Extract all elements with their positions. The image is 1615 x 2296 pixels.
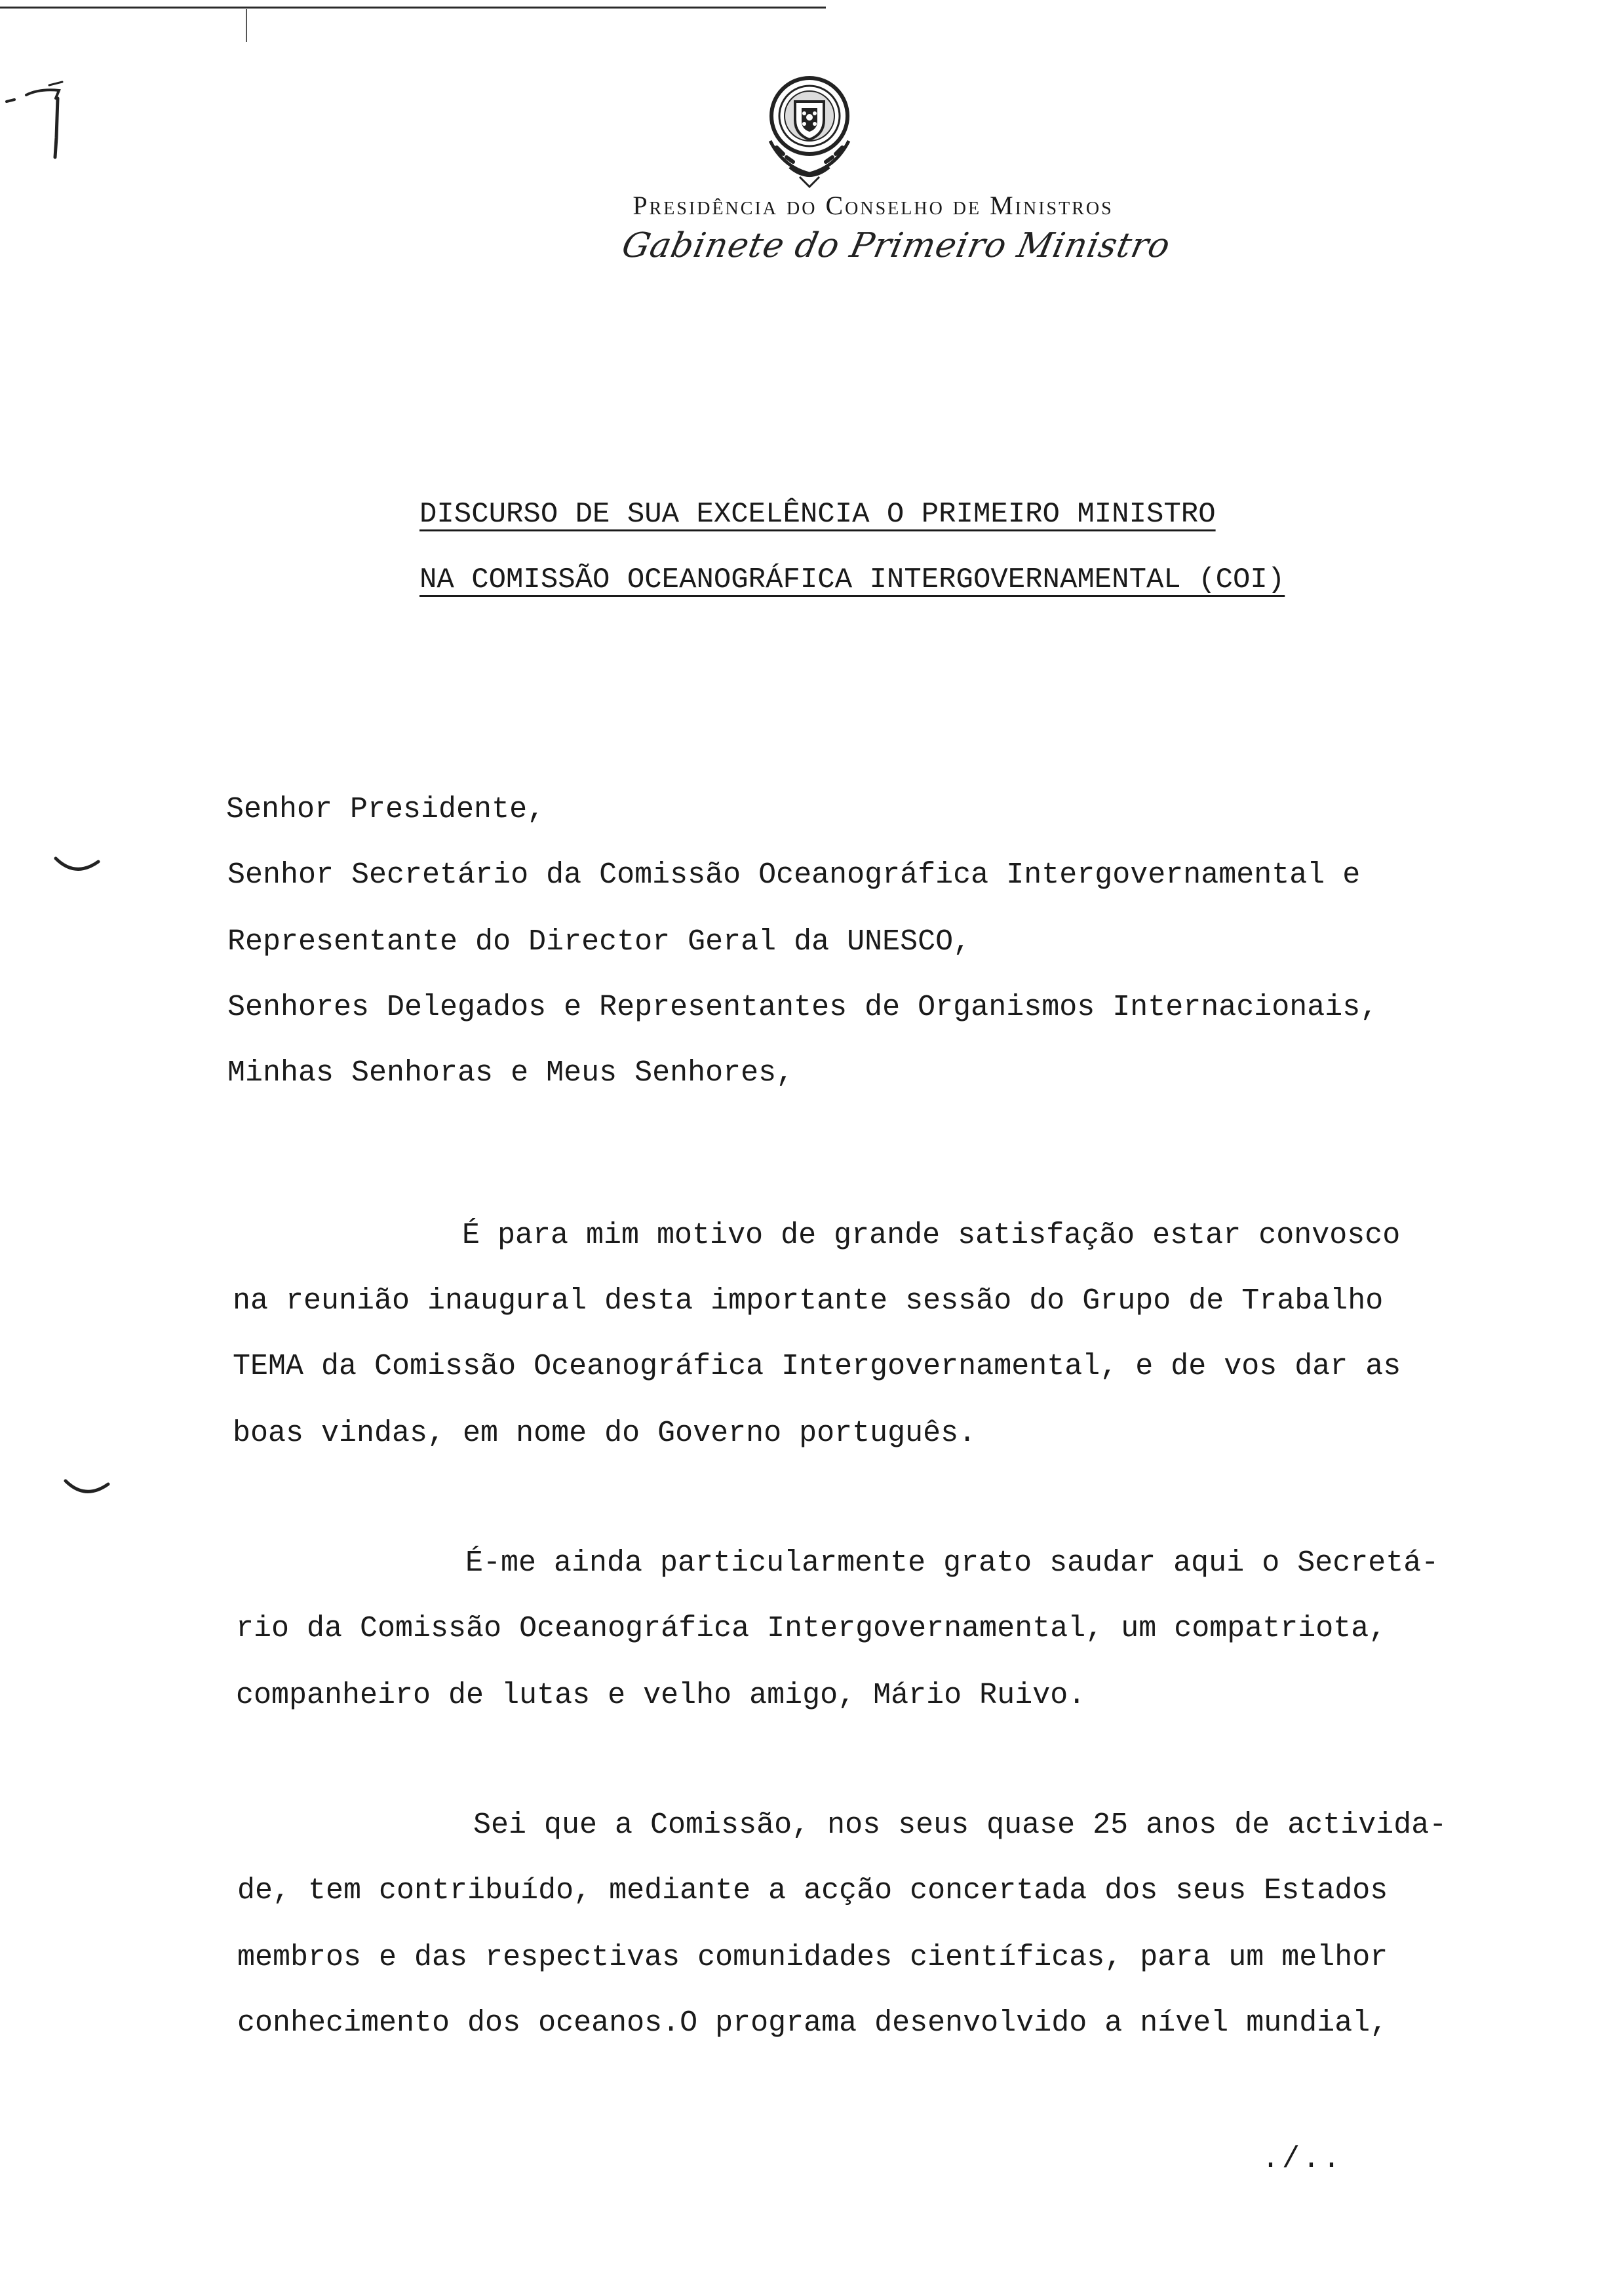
paragraph-line: membros e das respectivas comunidades científicas, para um melhor (237, 1941, 1388, 1974)
margin-check-mark (52, 852, 105, 878)
paragraph-line: companheiro de lutas e velho amigo, Mário Ruivo. (236, 1679, 1086, 1712)
paragraph-line: de, tem contribuído, mediante a acção concertada dos seus Estados (237, 1874, 1388, 1907)
paragraph-line: rio da Comissão Oceanográfica Intergovernamental, um compatriota, (236, 1612, 1387, 1645)
scan-tick-mark (246, 9, 247, 42)
salutation-line: Senhor Secretário da Comissão Oceanográfica Intergovernamental e (227, 858, 1361, 892)
salutation-line: Senhores Delegados e Representantes de Organismos Internacionais, (227, 991, 1378, 1024)
paragraph-line: Sei que a Comissão, nos seus quase 25 anos de activida- (473, 1808, 1447, 1842)
paragraph-line: É-me ainda particularmente grato saudar aqui o Secretá- (465, 1546, 1439, 1580)
office-name: Gabinete do Primeiro Ministro (618, 226, 1175, 265)
speech-title-line-1: DISCURSO DE SUA EXCELÊNCIA O PRIMEIRO MINISTRO (419, 498, 1216, 531)
paragraph-line: TEMA da Comissão Oceanográfica Intergovernamental, e de vos dar as (233, 1350, 1401, 1383)
paragraph-line: na reunião inaugural desta importante sessão do Grupo de Trabalho (233, 1284, 1384, 1318)
handwritten-margin-mark (0, 59, 85, 170)
speech-title-line-2: NA COMISSÃO OCEANOGRÁFICA INTERGOVERNAMENTAL (COI) (419, 564, 1285, 596)
salutation-line: Representante do Director Geral da UNESCO, (227, 925, 971, 959)
margin-check-mark (62, 1474, 115, 1501)
institution-name: Presidência do Conselho de Ministros (632, 191, 1114, 220)
salutation-line: Minhas Senhoras e Meus Senhores, (227, 1056, 794, 1090)
scan-edge-line (0, 7, 826, 9)
coat-of-arms-seal (744, 62, 875, 193)
continuation-mark: ./.. (1262, 2143, 1344, 2176)
salutation-line: Senhor Presidente, (226, 793, 545, 826)
paragraph-line: É para mim motivo de grande satisfação estar convosco (462, 1219, 1401, 1252)
paragraph-line: conhecimento dos oceanos.O programa desenvolvido a nível mundial, (237, 2006, 1388, 2040)
paragraph-line: boas vindas, em nome do Governo português. (233, 1417, 977, 1450)
